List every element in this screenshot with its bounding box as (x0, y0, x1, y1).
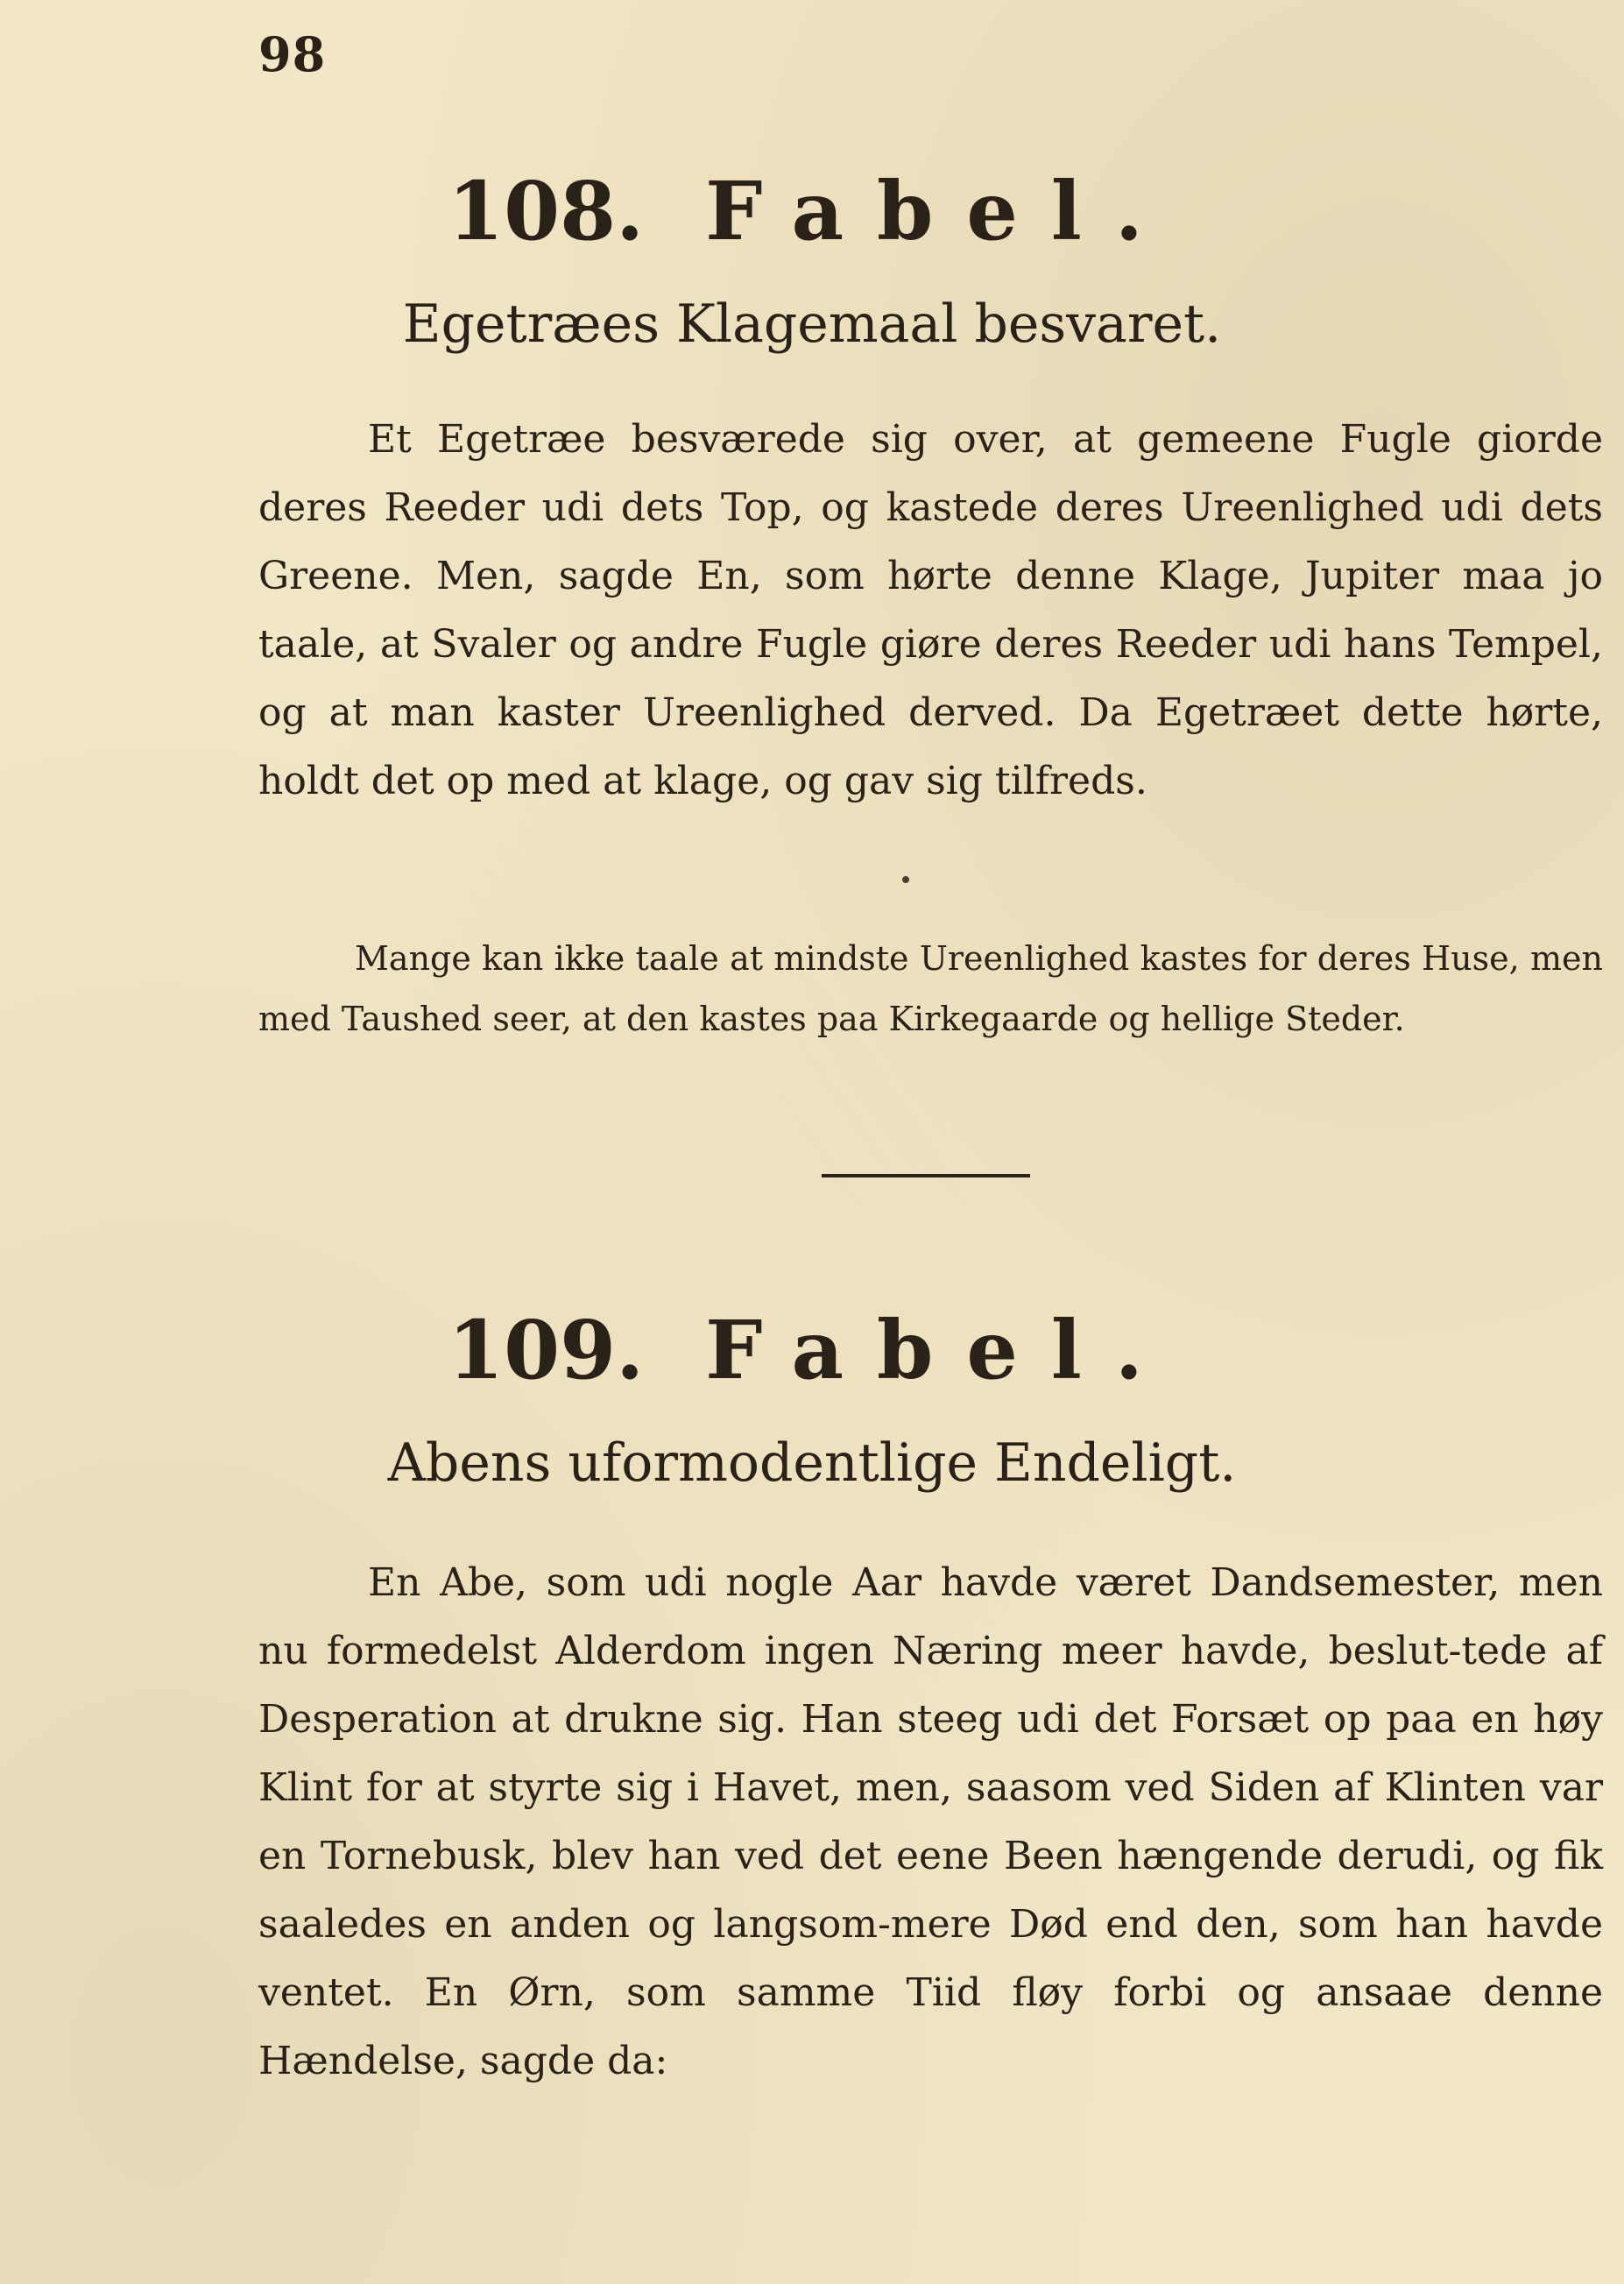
fable-heading: Fabel. (705, 1303, 1176, 1397)
fable-109-paragraph: En Abe, som udi nogle Aar havde været Dandsemester, men nu formedelst Alderdom ingen Næring meer havde, beslut-tede af Desperation at drukne sig. Han steeg udi det Forsæt op paa en høy Klint for at styrte sig i Havet, men, saasom ved Siden af Klinten var en Tornebusk, blev han ved det eene Been hængende derudi, og fik saaledes en anden og langsom-mere Død end den, som han havde ventet. En Ørn, som samme Tiid fløy forbi og ansaae denne Hændelse, sagde da: (258, 1560, 1603, 2083)
fable-108-subtitle: Egetræes Klagemaal besvaret. (402, 293, 1222, 355)
fable-108-moral-paragraph: Mange kan ikke taale at mindste Ureenlighed kastes for deres Huse, men med Taushed seer, at den kastes paa Kirkegaarde og hellige Steder. (258, 939, 1603, 1038)
ink-speck (902, 876, 909, 883)
fable-109-text (258, 1549, 1603, 2096)
fable-109-title (0, 1303, 1624, 1397)
fable-number: 109. (448, 1303, 645, 1397)
section-divider (822, 1174, 1030, 1177)
fable-109-subtitle: Abens uformodentlige Endeligt. (387, 1432, 1237, 1494)
fable-108-text (258, 406, 1603, 816)
fable-number: 108. (448, 164, 645, 258)
fable-108-title (0, 164, 1624, 258)
fable-heading: Fabel. (705, 164, 1176, 258)
fable-108-moral (258, 929, 1603, 1050)
fable-108-paragraph: Et Egetræe besværede sig over, at gemeene Fugle giorde deres Reeder udi dets Top, og kastede deres Ureenlighed udi dets Greene. Men, sagde En, som hørte denne Klage, Jupiter maa jo taale, at Svaler og andre Fugle giøre deres Reeder udi hans Tempel, og at man kaster Ureenlighed derved. Da Egetræet dette hørte, holdt det op med at klage, og gav sig tilfreds. (258, 417, 1603, 803)
page-number: 98 (258, 26, 327, 82)
